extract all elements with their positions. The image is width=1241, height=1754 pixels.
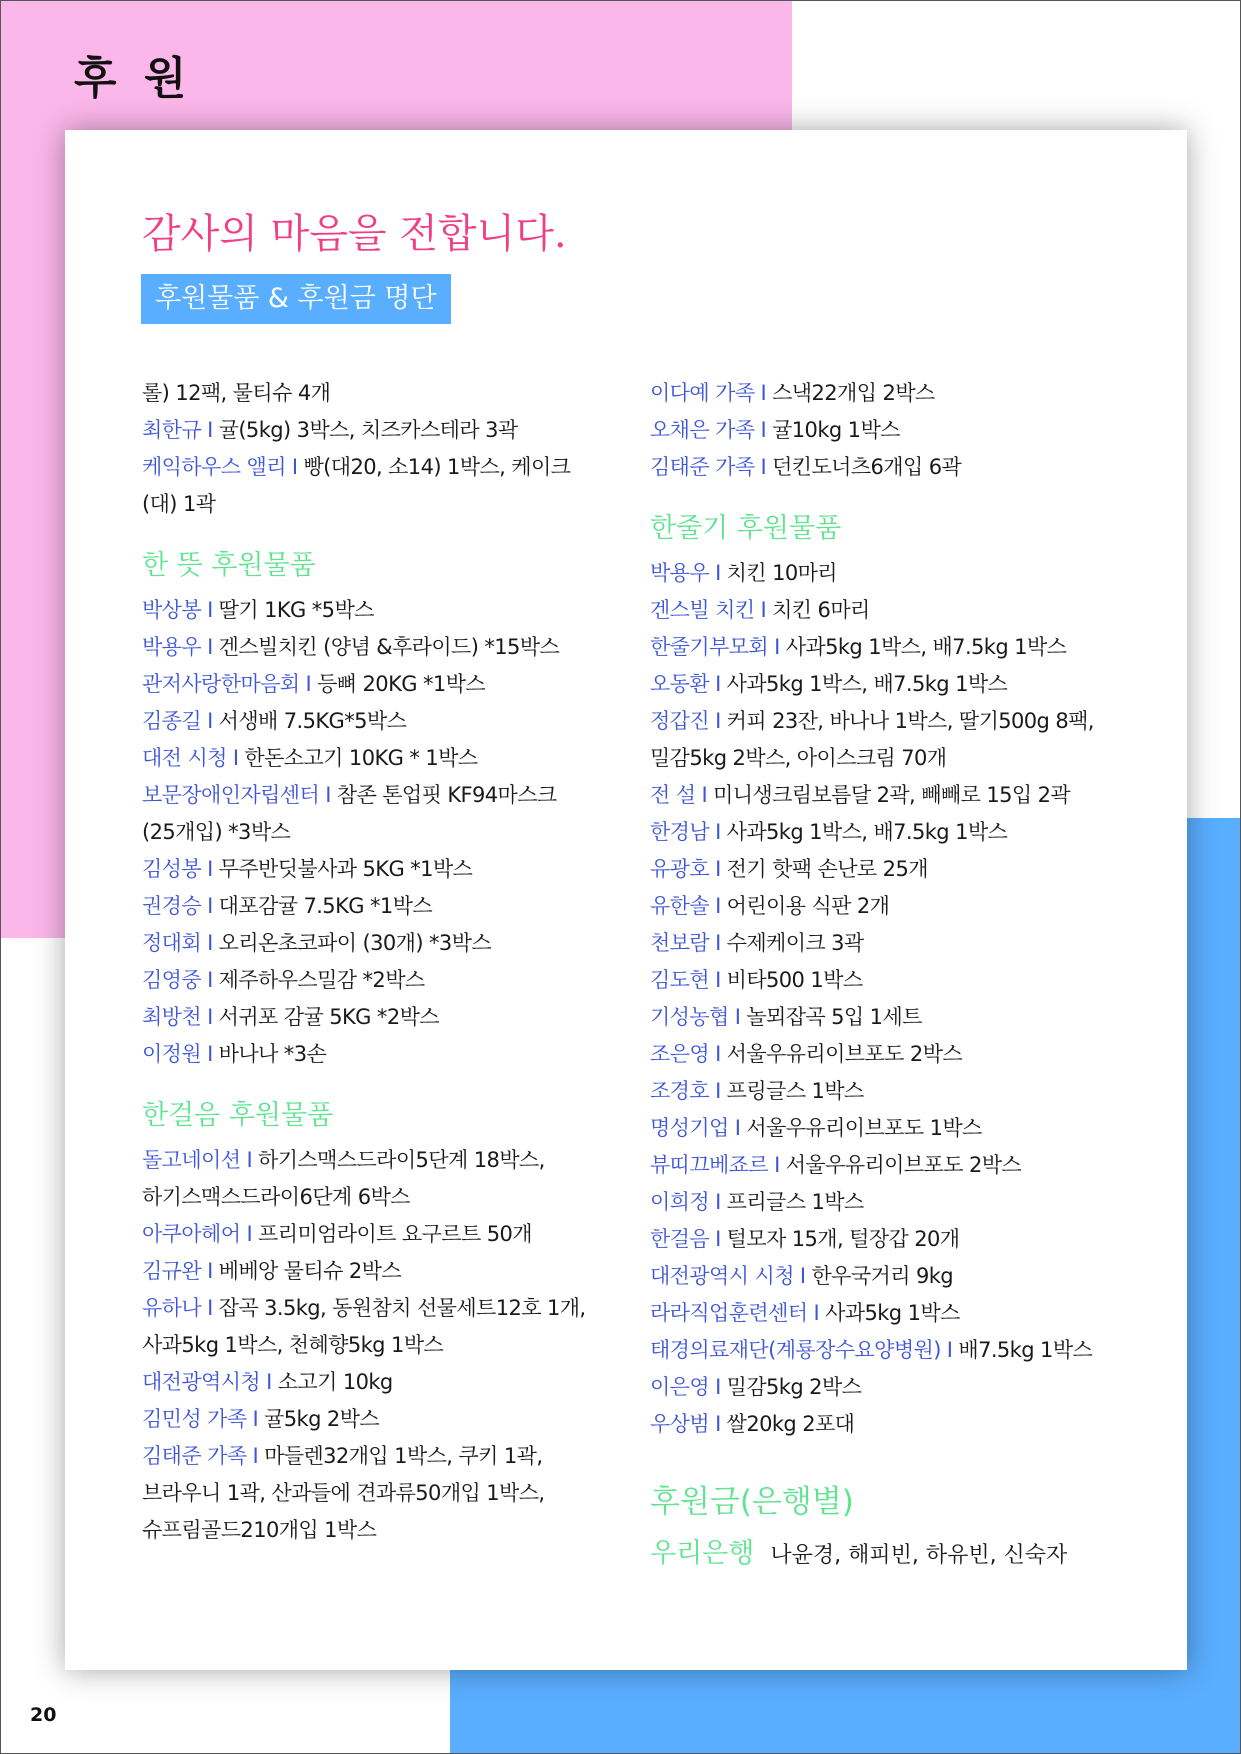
separator-bar: I <box>946 1338 953 1362</box>
donor-entry <box>142 888 598 925</box>
separator-bar: I <box>760 455 767 479</box>
separator-bar: I <box>715 1412 721 1436</box>
donor-name: 겐스빌 치킨 <box>650 598 755 622</box>
donor-name: 보문장애인자립센터 <box>142 783 320 807</box>
separator-bar: I <box>799 1264 806 1288</box>
donated-items: 밀감5kg 2박스 <box>726 1375 862 1399</box>
separator-bar: I <box>207 1042 213 1066</box>
separator-bar: I <box>715 672 721 696</box>
separator-bar: I <box>715 857 721 881</box>
donor-entry <box>650 1073 1106 1110</box>
donor-entry <box>650 629 1106 666</box>
page-number: 20 <box>30 1704 57 1726</box>
donor-name: 유한솔 <box>650 894 710 918</box>
donor-name: 김민성 가족 <box>142 1407 247 1431</box>
donated-items: 던킨도너츠6개입 6곽 <box>772 455 962 479</box>
group-list-handdeut <box>142 592 598 1073</box>
separator-bar: I <box>207 1005 213 1029</box>
donated-items: 수제케이크 3곽 <box>726 931 864 955</box>
donor-name: 이정원 <box>142 1042 202 1066</box>
donor-name: 뷰띠끄베죠르 <box>650 1153 769 1177</box>
donor-name: 대전광역시 시청 <box>650 1264 794 1288</box>
separator-bar: I <box>734 1116 741 1140</box>
donor-name: 대전광역시청 <box>142 1370 261 1394</box>
donor-name: 관저사랑한마음회 <box>142 672 300 696</box>
donor-entry <box>650 1258 1106 1295</box>
donor-entry <box>650 449 1106 486</box>
donor-name: 조은영 <box>650 1042 710 1066</box>
donor-entry <box>142 1216 598 1253</box>
donor-entry <box>142 740 598 777</box>
donor-name: 대전 시청 <box>142 746 227 770</box>
section-title: 후 원 <box>74 53 193 104</box>
separator-bar: I <box>232 746 239 770</box>
separator-bar: I <box>246 1222 253 1246</box>
donated-items: 서귀포 감귤 5KG *2박스 <box>218 1005 439 1029</box>
right-column <box>650 375 1106 1570</box>
left-continuation-list <box>142 375 598 523</box>
donor-entry <box>142 999 598 1036</box>
donated-items: 바나나 *3손 <box>218 1042 327 1066</box>
donor-name: 박용우 <box>650 561 710 585</box>
group-title-hanjulgi: 한줄기 후원물품 <box>650 513 842 544</box>
separator-bar: I <box>813 1301 820 1325</box>
donated-items: 서생배 7.5KG*5박스 <box>218 709 407 733</box>
donor-entry <box>142 412 598 449</box>
donor-name: 오동환 <box>650 672 710 696</box>
donor-name: 유하나 <box>142 1296 202 1320</box>
donated-items: 등뼈 20KG *1박스 <box>317 672 486 696</box>
donated-items: 귤10kg 1박스 <box>772 418 900 442</box>
donated-items: 한돈소고기 10KG * 1박스 <box>244 746 478 770</box>
donor-name: 정갑진 <box>650 709 710 733</box>
donated-items: 치킨 10마리 <box>726 561 837 585</box>
donated-items: 베베앙 물티슈 2박스 <box>218 1259 402 1283</box>
donated-items: 사과5kg 1박스, 배7.5kg 1박스 <box>785 635 1067 659</box>
donor-name: 돌고네이션 <box>142 1148 241 1172</box>
bank-donation-line <box>650 1531 1106 1570</box>
group-title-handdeut: 한 뜻 후원물품 <box>142 550 316 581</box>
donor-entry <box>142 1364 598 1401</box>
donor-entry <box>142 1036 598 1073</box>
separator-bar: I <box>734 1005 741 1029</box>
donor-entry <box>650 999 1106 1036</box>
separator-bar: I <box>252 1407 259 1431</box>
donor-entry <box>650 666 1106 703</box>
donor-entry <box>650 555 1106 592</box>
donor-entry <box>142 375 598 412</box>
donor-entry <box>142 925 598 962</box>
separator-bar: I <box>252 1444 259 1468</box>
donor-name: 김태준 가족 <box>650 455 755 479</box>
donated-items: 치킨 6마리 <box>772 598 870 622</box>
donor-name: 명성기업 <box>650 1116 729 1140</box>
donated-items: 프링글스 1박스 <box>726 1079 864 1103</box>
donor-entry <box>650 888 1106 925</box>
donor-name: 한걸음 <box>650 1227 710 1251</box>
donor-name: 이희정 <box>650 1190 710 1214</box>
separator-bar: I <box>207 968 213 992</box>
list-banner: 후원물품 & 후원금 명단 <box>141 274 451 324</box>
donation-title: 후원금(은행별) <box>650 1484 854 1520</box>
donated-items: 사과5kg 1박스, 배7.5kg 1박스 <box>726 672 1008 696</box>
separator-bar: I <box>715 1227 721 1251</box>
donor-name: 이다예 가족 <box>650 381 755 405</box>
separator-bar: I <box>291 455 298 479</box>
separator-bar: I <box>207 709 213 733</box>
separator-bar: I <box>774 635 780 659</box>
donor-name: 박상봉 <box>142 598 202 622</box>
donated-items: 귤5kg 2박스 <box>264 1407 380 1431</box>
separator-bar: I <box>715 968 721 992</box>
donated-items: 쌀20kg 2포대 <box>726 1412 855 1436</box>
donated-items: 귤(5kg) 3박스, 치즈카스테라 3곽 <box>218 418 518 442</box>
donated-items: 미니생크림보름달 2곽, 빼빼로 15입 2곽 <box>713 783 1071 807</box>
donor-name: 천보람 <box>650 931 710 955</box>
separator-bar: I <box>305 672 312 696</box>
separator-bar: I <box>207 598 213 622</box>
donated-items: 참존 톤업핏 KF94마스크(25개입) *3박스 <box>142 783 557 844</box>
donor-entry <box>142 1290 598 1364</box>
donated-items: 한우국거리 9kg <box>811 1264 954 1288</box>
donor-entry <box>142 592 598 629</box>
donor-name: 정대회 <box>142 931 202 955</box>
donated-items: 무주반딧불사과 5KG *1박스 <box>218 857 473 881</box>
donated-items: 털모자 15개, 털장갑 20개 <box>726 1227 960 1251</box>
donated-items: 배7.5kg 1박스 <box>958 1338 1093 1362</box>
separator-bar: I <box>266 1370 272 1394</box>
donor-entry <box>142 1401 598 1438</box>
separator-bar: I <box>715 820 721 844</box>
donor-entry <box>650 592 1106 629</box>
separator-bar: I <box>207 635 213 659</box>
donor-entry <box>142 449 598 523</box>
group-list-hangeoreum <box>142 1142 598 1549</box>
separator-bar: I <box>207 1259 213 1283</box>
bank-name: 우리은행 <box>650 1538 755 1569</box>
donor-entry <box>142 851 598 888</box>
donor-name: 오채은 가족 <box>650 418 755 442</box>
donor-entry <box>650 1221 1106 1258</box>
left-column <box>142 375 598 1549</box>
donor-name: 김종길 <box>142 709 202 733</box>
donor-entry <box>650 412 1106 449</box>
group-title-hangeoreum: 한걸음 후원물품 <box>142 1100 334 1131</box>
separator-bar: I <box>715 561 721 585</box>
donor-entry <box>650 1295 1106 1332</box>
donor-entry <box>650 1184 1106 1221</box>
separator-bar: I <box>760 598 767 622</box>
donor-name: 김성봉 <box>142 857 202 881</box>
donated-items: 커피 23잔, 바나나 1박스, 딸기500g 8팩, 밀감5kg 2박스, 아이스크림 70개 <box>650 709 1094 770</box>
donor-name: 아쿠아헤어 <box>142 1222 241 1246</box>
donated-items: 스낵22개입 2박스 <box>772 381 935 405</box>
separator-bar: I <box>760 381 767 405</box>
separator-bar: I <box>760 418 767 442</box>
donor-name: 박용우 <box>142 635 202 659</box>
donated-items: 서울우유리이브포도 1박스 <box>746 1116 982 1140</box>
donor-list-card <box>65 130 1187 1670</box>
donor-entry <box>142 703 598 740</box>
separator-bar: I <box>207 894 213 918</box>
separator-bar: I <box>715 709 721 733</box>
donated-items: 마들렌32개입 1박스, 쿠키 1곽, 브라우니 1곽, 산과들에 견과류50개입 1박스, 슈프림골드210개입 1박스 <box>142 1444 545 1542</box>
separator-bar: I <box>715 1190 721 1214</box>
donor-name: 김태준 가족 <box>142 1444 247 1468</box>
donated-items: 놀뫼잡곡 5입 1세트 <box>746 1005 922 1029</box>
donated-items: 제주하우스밀감 *2박스 <box>218 968 425 992</box>
donor-name: 김도현 <box>650 968 710 992</box>
donor-entry <box>142 666 598 703</box>
donor-name: 유광호 <box>650 857 710 881</box>
separator-bar: I <box>774 1153 780 1177</box>
separator-bar: I <box>207 931 213 955</box>
donated-items: 겐스빌치킨 (양념 &후라이드) *15박스 <box>218 635 560 659</box>
donor-name: 최방천 <box>142 1005 202 1029</box>
donor-entry <box>650 925 1106 962</box>
separator-bar: I <box>715 1079 721 1103</box>
donor-name: 기성농협 <box>650 1005 729 1029</box>
donated-items: 딸기 1KG *5박스 <box>218 598 374 622</box>
separator-bar: I <box>715 1375 721 1399</box>
separator-bar: I <box>207 1296 213 1320</box>
donor-entry <box>650 375 1106 412</box>
donor-entry <box>650 851 1106 888</box>
donated-items: 서울우유리이브포도 2박스 <box>785 1153 1022 1177</box>
group-list-hanjulgi <box>650 555 1106 1443</box>
donor-name: 태경의료재단(계룡장수요양병원) <box>650 1338 941 1362</box>
donated-items: 롤) 12팩, 물티슈 4개 <box>142 381 331 405</box>
donated-items: 서울우유리이브포도 2박스 <box>726 1042 963 1066</box>
right-continuation-list <box>650 375 1106 486</box>
donor-entry <box>650 1147 1106 1184</box>
donor-entry <box>142 1438 598 1549</box>
donor-entry <box>650 1369 1106 1406</box>
donor-entry <box>650 1406 1106 1443</box>
donor-entry <box>650 703 1106 777</box>
donor-entry <box>142 1253 598 1290</box>
donor-name: 이은영 <box>650 1375 710 1399</box>
donated-items: 소고기 10kg <box>277 1370 393 1394</box>
headline: 감사의 마음을 전합니다. <box>142 211 567 257</box>
separator-bar: I <box>701 783 708 807</box>
separator-bar: I <box>207 418 213 442</box>
separator-bar: I <box>207 857 213 881</box>
donor-entry <box>650 777 1106 814</box>
donor-entry <box>650 1332 1106 1369</box>
donor-name: 라라직업훈련센터 <box>650 1301 808 1325</box>
donor-name: 김영중 <box>142 968 202 992</box>
donor-name: 김규완 <box>142 1259 202 1283</box>
donated-items: 빵(대20, 소14) 1박스, 케이크 (대) 1곽 <box>142 455 571 516</box>
separator-bar: I <box>246 1148 253 1172</box>
donor-entry <box>650 1036 1106 1073</box>
donor-entry <box>142 962 598 999</box>
donor-name: 전 설 <box>650 783 696 807</box>
donated-items: 어린이용 식판 2개 <box>726 894 890 918</box>
donor-name: 조경호 <box>650 1079 710 1103</box>
donor-entry <box>142 629 598 666</box>
donor-entry <box>142 777 598 851</box>
donor-name: 권경승 <box>142 894 202 918</box>
separator-bar: I <box>715 894 721 918</box>
donated-items: 오리온초코파이 (30개) *3박스 <box>218 931 492 955</box>
donated-items: 사과5kg 1박스 <box>825 1301 960 1325</box>
donated-items: 프리미엄라이트 요구르트 50개 <box>258 1222 532 1246</box>
donor-entry <box>650 814 1106 851</box>
donor-entry <box>142 1142 598 1216</box>
donor-name: 우상범 <box>650 1412 710 1436</box>
donor-entry <box>650 962 1106 999</box>
separator-bar: I <box>715 1042 721 1066</box>
donated-items: 대포감귤 7.5KG *1박스 <box>218 894 433 918</box>
donated-items: 비타500 1박스 <box>726 968 863 992</box>
donor-name: 케익하우스 앨리 <box>142 455 286 479</box>
donor-entry <box>650 1110 1106 1147</box>
donor-name: 최한규 <box>142 418 202 442</box>
donated-items: 하기스맥스드라이5단계 18박스, 하기스맥스드라이6단계 6박스 <box>142 1148 545 1209</box>
donor-name: 한줄기부모회 <box>650 635 769 659</box>
donated-items: 잡곡 3.5kg, 동원참치 선물세트12호 1개, 사과5kg 1박스, 천혜향5kg 1박스 <box>142 1296 586 1357</box>
separator-bar: I <box>715 931 721 955</box>
donated-items: 사과5kg 1박스, 배7.5kg 1박스 <box>726 820 1008 844</box>
bank-donors: 나윤경, 해피빈, 하유빈, 신숙자 <box>770 1543 1068 1568</box>
donor-name: 한경남 <box>650 820 710 844</box>
separator-bar: I <box>325 783 331 807</box>
donated-items: 프리글스 1박스 <box>726 1190 864 1214</box>
donated-items: 전기 핫팩 손난로 25개 <box>726 857 928 881</box>
